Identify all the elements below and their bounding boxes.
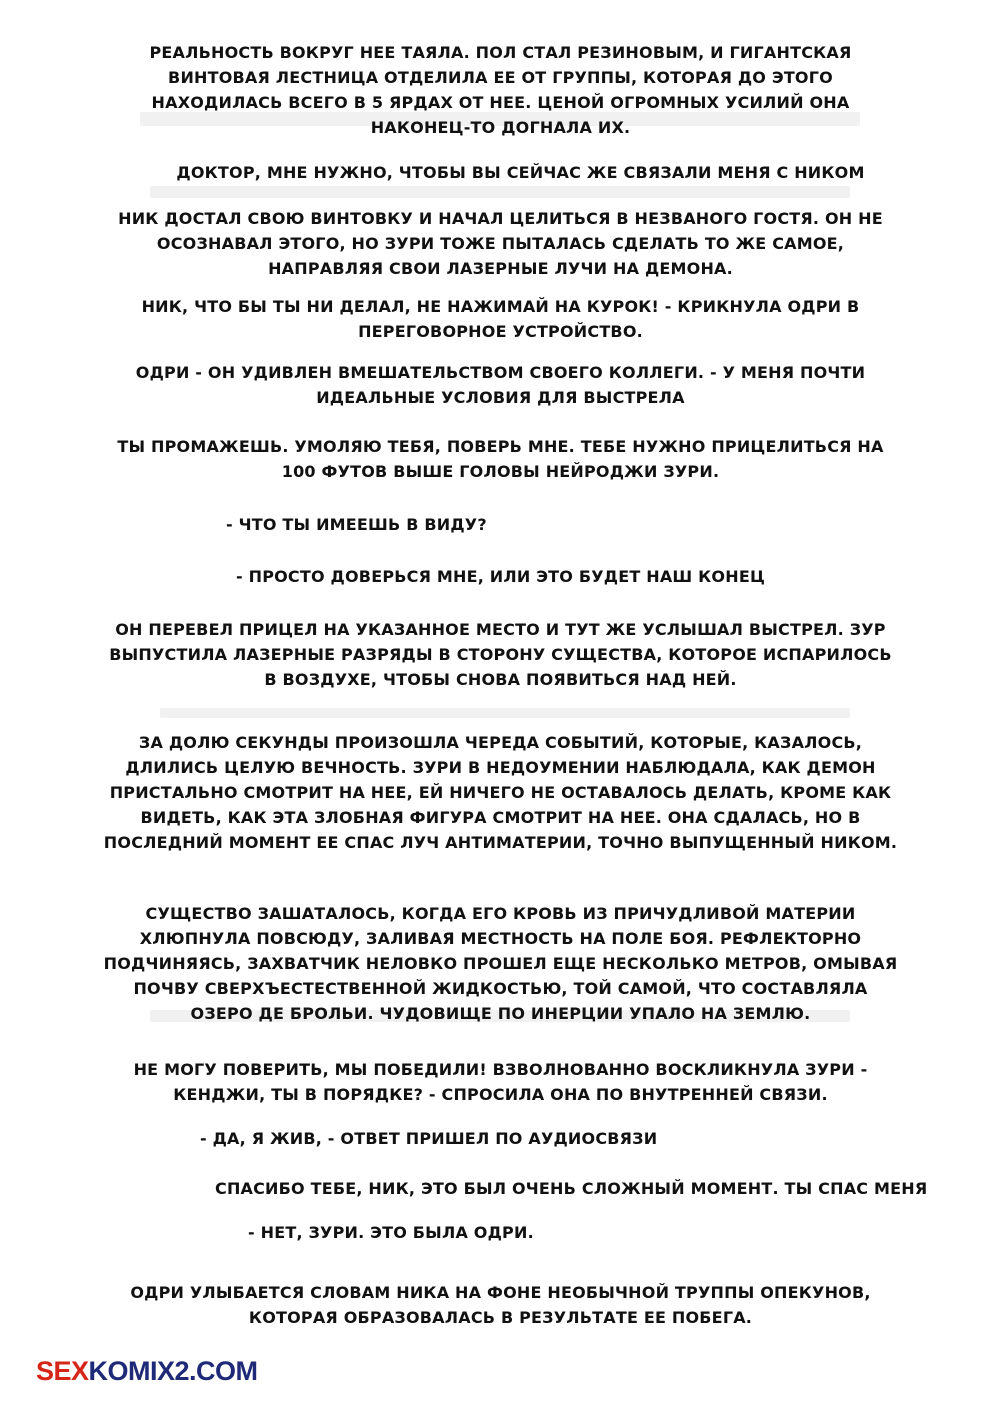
site-watermark-logo xyxy=(36,1356,258,1386)
paragraph-10: ЗА ДОЛЮ СЕКУНДЫ ПРОИЗОШЛА ЧЕРЕДА СОБЫТИЙ, КОТОРЫЕ, КАЗАЛОСЬ, ДЛИЛИСЬ ЦЕЛУЮ ВЕЧНОСТЬ. ЗУРИ В НЕДОУМЕНИИ НАБЛЮДАЛА, КАК ДЕМОН ПРИСТАЛЬНО СМОТРИТ НА НЕЕ, ЕЙ НИЧЕГО НЕ ОСТАВАЛОСЬ ДЕЛАТЬ, КРОМЕ КАК ВИДЕТЬ, КАК ЭТА ЗЛОБНАЯ ФИГУРА СМОТРИТ НА НЕЕ. ОНА СДАЛАСЬ, НО В ПОСЛЕДНИЙ МОМЕНТ ЕЕ СПАС ЛУЧ АНТИМАТЕРИИ, ТОЧНО ВЫПУЩЕННЫЙ НИКОМ. xyxy=(103,733,898,852)
paragraph-1: РЕАЛЬНОСТЬ ВОКРУГ НЕЕ ТАЯЛА. ПОЛ СТАЛ РЕЗИНОВЫМ, И ГИГАНТСКАЯ ВИНТОВАЯ ЛЕСТНИЦА ОТДЕЛИЛА ЕЕ ОТ ГРУППЫ, КОТОРАЯ ДО ЭТОГО НАХОДИЛАСЬ ВСЕГО В 5 ЯРДАХ ОТ НЕЕ. ЦЕНОЙ ОГРОМНЫХ УСИЛИЙ ОНА НАКОНЕЦ-ТО ДОГНАЛА ИХ. xyxy=(149,43,852,137)
paragraph-13: - ДА, Я ЖИВ, - ОТВЕТ ПРИШЕЛ ПО АУДИОСВЯЗИ xyxy=(200,1129,658,1148)
paragraph-4: НИК, ЧТО БЫ ТЫ НИ ДЕЛАЛ, НЕ НАЖИМАЙ НА КУРОК! - КРИКНУЛА ОДРИ В ПЕРЕГОВОРНОЕ УСТРОЙСТВО. xyxy=(141,297,860,341)
watermark-part-red: SEX xyxy=(36,1356,89,1386)
paragraph-15: - НЕТ, ЗУРИ. ЭТО БЫЛА ОДРИ. xyxy=(248,1223,534,1242)
paragraph-3: НИК ДОСТАЛ СВОЮ ВИНТОВКУ И НАЧАЛ ЦЕЛИТЬСЯ В НЕЗВАНОГО ГОСТЯ. ОН НЕ ОСОЗНАВАЛ ЭТОГО, НО ЗУРИ ТОЖЕ ПЫТАЛАСЬ СДЕЛАТЬ ТО ЖЕ САМОЕ, НАПРАВЛЯЯ СВОИ ЛАЗЕРНЫЕ ЛУЧИ НА ДЕМОНА. xyxy=(118,209,883,278)
scan-artifact xyxy=(160,708,850,718)
scan-artifact xyxy=(150,186,850,198)
paragraph-11: СУЩЕСТВО ЗАШАТАЛОСЬ, КОГДА ЕГО КРОВЬ ИЗ ПРИЧУДЛИВОЙ МАТЕРИИ ХЛЮПНУЛА ПОВСЮДУ, ЗАЛИВАЯ МЕСТНОСТЬ НА ПОЛЕ БОЯ. РЕФЛЕКТОРНО ПОДЧИНЯЯСЬ, ЗАХВАТЧИК НЕЛОВКО ПРОШЕЛ ЕЩЕ НЕСКОЛЬКО МЕТРОВ, ОМЫВАЯ ПОЧВУ СВЕРХЪЕСТЕСТВЕННОЙ ЖИДКОСТЬЮ, ТОЙ САМОЙ, ЧТО СОСТАВЛЯЛА ОЗЕРО ДЕ БРОЛЬИ. ЧУДОВИЩЕ ПО ИНЕРЦИИ УПАЛО НА ЗЕМЛЮ. xyxy=(103,904,898,1023)
paragraph-16: ОДРИ УЛЫБАЕТСЯ СЛОВАМ НИКА НА ФОНЕ НЕОБЫЧНОЙ ТРУППЫ ОПЕКУНОВ, КОТОРАЯ ОБРАЗОВАЛАСЬ В РЕЗУЛЬТАТЕ ЕЕ ПОБЕГА. xyxy=(130,1283,871,1327)
paragraph-5: ОДРИ - ОН УДИВЛЕН ВМЕШАТЕЛЬСТВОМ СВОЕГО КОЛЛЕГИ. - У МЕНЯ ПОЧТИ ИДЕАЛЬНЫЕ УСЛОВИЯ ДЛЯ ВЫСТРЕЛА xyxy=(135,363,866,407)
paragraph-12: НЕ МОГУ ПОВЕРИТЬ, МЫ ПОБЕДИЛИ! ВЗВОЛНОВАННО ВОСКЛИКНУЛА ЗУРИ - КЕНДЖИ, ТЫ В ПОРЯДКЕ? - СПРОСИЛА ОНА ПО ВНУТРЕННЕЙ СВЯЗИ. xyxy=(133,1060,868,1104)
paragraph-8: - ПРОСТО ДОВЕРЬСЯ МНЕ, ИЛИ ЭТО БУДЕТ НАШ КОНЕЦ xyxy=(236,567,765,586)
paragraph-2: ДОКТОР, МНЕ НУЖНО, ЧТОБЫ ВЫ СЕЙЧАС ЖЕ СВЯЗАЛИ МЕНЯ С НИКОМ xyxy=(176,163,865,182)
paragraph-9: ОН ПЕРЕВЕЛ ПРИЦЕЛ НА УКАЗАННОЕ МЕСТО И ТУТ ЖЕ УСЛЫШАЛ ВЫСТРЕЛ. ЗУР ВЫПУСТИЛА ЛАЗЕРНЫЕ РАЗРЯДЫ В СТОРОНУ СУЩЕСТВА, КОТОРОЕ ИСПАРИЛОСЬ В ВОЗДУХЕ, ЧТОБЫ СНОВА ПОЯВИТЬСЯ НАД НЕЙ. xyxy=(109,620,892,689)
watermark-part-blue: KOMIX2.COM xyxy=(88,1356,258,1386)
paragraph-6: ТЫ ПРОМАЖЕШЬ. УМОЛЯЮ ТЕБЯ, ПОВЕРЬ МНЕ. ТЕБЕ НУЖНО ПРИЦЕЛИТЬСЯ НА 100 ФУТОВ ВЫШЕ ГОЛОВЫ НЕЙРОДЖИ ЗУРИ. xyxy=(117,437,884,481)
paragraph-14: СПАСИБО ТЕБЕ, НИК, ЭТО БЫЛ ОЧЕНЬ СЛОЖНЫЙ МОМЕНТ. ТЫ СПАС МЕНЯ xyxy=(215,1179,928,1198)
paragraph-7: - ЧТО ТЫ ИМЕЕШЬ В ВИДУ? xyxy=(226,515,487,534)
